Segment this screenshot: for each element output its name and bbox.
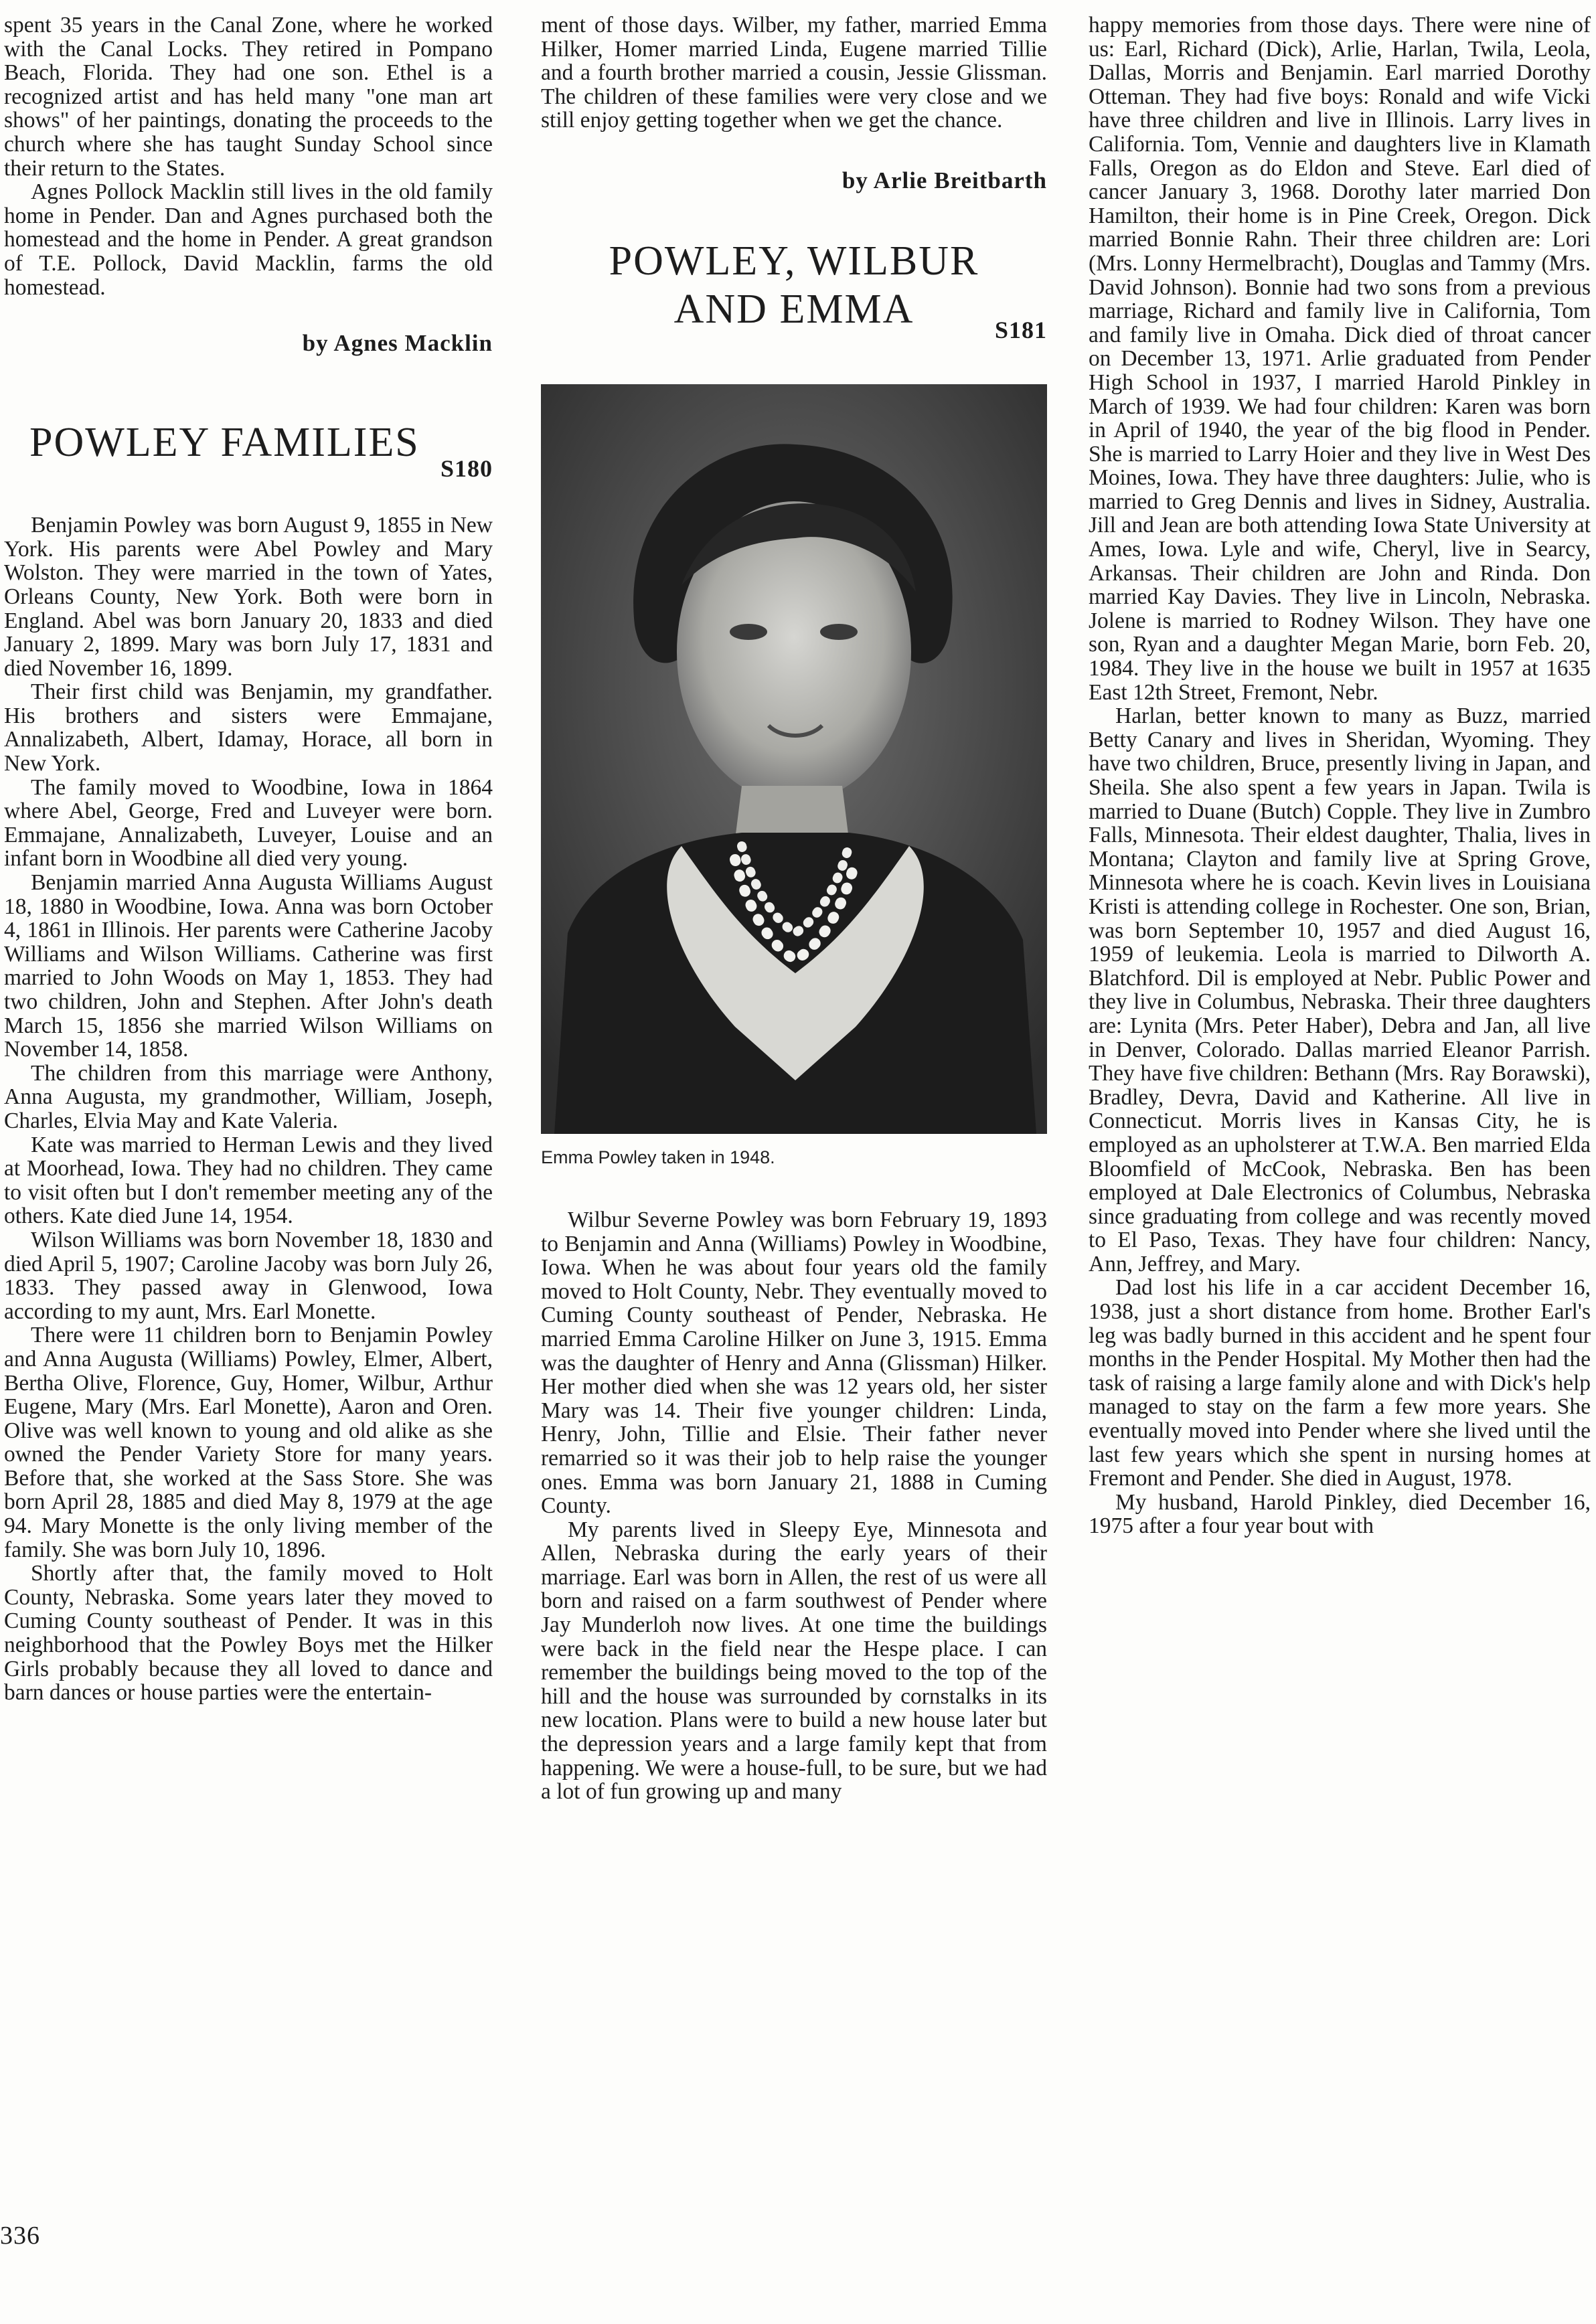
byline: by Agnes Macklin xyxy=(302,330,493,357)
portrait-photo xyxy=(541,384,1047,1134)
section-heading: POWLEY FAMILIES xyxy=(29,420,420,466)
paragraph: Wilbur Severne Powley was born February 19, 1893 to Benjamin and Anna (Williams) Powley in Woodbine, Iowa. When he was about four years old the family moved to Holt County, Nebr. They eventually moved to Cuming County southeast of Pender, Nebraska. He married Emma Caroline Hilker on June 3, 1915. Emma was the daughter of Henry and Anna (Glissman) Hilker. Her mother died when she was 12 years old, her sister Mary was 14. Their five younger children: Linda, Henry, John, Tillie and Elsie. Their father never remarried so it was their job to help raise the younger ones. Emma was born January 21, 1888 in Cuming County. xyxy=(541,1207,1047,1519)
column-1 xyxy=(4,13,493,1705)
paragraph: Agnes Pollock Macklin still lives in the old family home in Pender. Dan and Agnes purchased both the homestead and the home in Pender. A great grandson of T.E. Pollock, David Macklin, farms the old homestead. xyxy=(4,179,493,300)
paragraph: Dad lost his life in a car accident December 16, 1938, just a short distance from home. Brother Earl's leg was badly burned in this accident and he spent four months in the Pender Hospital. My Mother then had the task of raising a large family alone and with Dick's help managed to stay on the farm a few more years. She eventually moved into Pender where she lived until the last few years which she spent in nursing homes at Fremont and Pender. She died in August, 1978. xyxy=(1089,1275,1591,1491)
page-number: 336 xyxy=(0,2222,40,2250)
paragraph: Their first child was Benjamin, my grandfather. His brothers and sisters were Emmajane, Annalizabeth, Albert, Idamay, Horace, all born in New York. xyxy=(4,679,493,776)
section-code: S180 xyxy=(440,455,493,483)
paragraph: Benjamin Powley was born August 9, 1855 in New York. His parents were Abel Powley and Mary Wolston. They were married in the town of Yates, Orleans County, New York. Both were born in England. Abel was born January 20, 1833 and died January 2, 1899. Mary was born July 17, 1831 and died November 16, 1899. xyxy=(4,513,493,681)
paragraph: My husband, Harold Pinkley, died December 16, 1975 after a four year bout with xyxy=(1089,1489,1591,1539)
byline: by Arlie Breitbarth xyxy=(842,167,1047,193)
portrait-image xyxy=(541,384,1047,1134)
column-2 xyxy=(541,13,1047,1804)
paragraph: Shortly after that, the family moved to Holt County, Nebraska. Some years later they moved to Cuming County southeast of Pender. It was in this neighborhood that the Powley Boys met the Hilker Girls probably because they all loved to dance and barn dances or house parties were the entertain- xyxy=(4,1561,493,1706)
paragraph: ment of those days. Wilber, my father, married Emma Hilker, Homer married Linda, Eugene married Tillie and a fourth brother married a cousin, Jessie Glissman. The children of these families were very close and we still enjoy getting together when we get the chance. xyxy=(541,13,1047,133)
paragraph: Harlan, better known to many as Buzz, married Betty Canary and lives in Sheridan, Wyoming. They have two children, Bruce, presently living in Japan, and Sheila. She also spent a few years in Japan. Twila is married to Duane (Butch) Copple. They live in Zumbro Falls, Minnesota. Their eldest daughter, Thalia, lives in Montana; Clayton and family live at Spring Grove, Minnesota where he is coach. Kevin lives in Louisiana Kristi is attending college in Rochester. One son, Brian, was born September 10, 1957 and died August 16, 1959 of leukemia. Leola is married to Dilworth A. Blatchford. Dil is employed at Nebr. Public Power and they live in Columbus, Nebraska. Their three daughters are: Lynita (Mrs. Peter Haber), Debra and Jan, all live in Denver, Colorado. Dallas married Eleanor Parrish. They have five children: Bethann (Mrs. Ray Borawski), Bradley, Devra, David and Katherine. All live in Connecticut. Morris lives in Kansas City, he is employed as an upholsterer at T.W.A. Ben married Elda Bloomfield of McCook, Nebraska. Ben has been employed at Dale Electronics of Columbus, Nebraska since graduating from college and was recently moved to El Paso, Texas. They have four children: Nancy, Ann, Jeffrey, and Mary. xyxy=(1089,703,1591,1276)
paragraph: The family moved to Woodbine, Iowa in 1864 where Abel, George, Fred and Luveyer were born. Emmajane, Annalizabeth, Luveyer, Louise and an infant born in Woodbine all died very young. xyxy=(4,774,493,872)
paragraph: There were 11 children born to Benjamin Powley and Anna Augusta (Williams) Powley, Elmer, Albert, Bertha Olive, Florence, Guy, Homer, Wilbur, Arthur Eugene, Mary (Mrs. Earl Monette), Aaron and Oren. Olive was well known to young and old alike as she owned the Pender Variety Store for many years. Before that, she worked at the Sass Store. She was born April 28, 1885 and died May 8, 1979 at the age 94. Mary Monette is the only living member of the family. She was born July 10, 1896. xyxy=(4,1323,493,1562)
column-3 xyxy=(1089,13,1591,1538)
photo-caption: Emma Powley taken in 1948. xyxy=(541,1147,775,1167)
paragraph: The children from this marriage were Anthony, Anna Augusta, my grandmother, William, Joseph, Charles, Elvia May and Kate Valeria. xyxy=(4,1060,493,1133)
paragraph: Kate was married to Herman Lewis and they lived at Moorhead, Iowa. They had no children. They came to visit often but I don't remember meeting any of the others. Kate died June 14, 1954. xyxy=(4,1132,493,1229)
paragraph: happy memories from those days. There were nine of us: Earl, Richard (Dick), Arlie, Harlan, Twila, Leola, Dallas, Morris and Benjamin. Earl married Dorothy Otteman. They had five boys: Ronald and wife Vicki have three children and live in Illinois. Larry lives in California. Tom, Vennie and daughters live in Klamath Falls, Oregon as do Eldon and Steve. Earl died of cancer January 3, 1968. Dorothy later married Don Hamilton, their home is in Pine Creek, Oregon. Dick married Bonnie Rahn. Their three children are: Lori (Mrs. Lonny Hermelbracht), Douglas and Tammy (Mrs. David Johnson). Bonnie had two sons from a previous marriage, Richard and family live in California, Tom and family live in Omaha. Dick died of throat cancer on December 13, 1971. Arlie graduated from Pender High School in 1937, I married Harold Pinkley in March of 1939. We had four children: Karen was born in April of 1940, the year of the big flood in Pender. She is married to Larry Hoier and they live in West Des Moines, Iowa. They have three daughters: Julie, who is married to Greg Dennis and lives in Sidney, Australia. Jill and Jean are both attending Iowa State University at Ames, Iowa. Lyle and wife, Cheryl, live in Searcy, Arkansas. Their children are John and Rinda. Don married Kay Davies. They live in Lincoln, Nebraska. Jolene is married to Rodney Wilson. They have one son, Ryan and a daughter Megan Marie, born Feb. 20, 1984. They live in the house we built in 1957 at 1635 East 12th Street, Fremont, Nebr. xyxy=(1089,13,1591,705)
paragraph: spent 35 years in the Canal Zone, where he worked with the Canal Locks. They retired in Pompano Beach, Florida. They had one son. Ethel is a recognized artist and has held many "one man art shows" of her paintings, donating the proceeds to the church where she has taught Sunday School since their return to the States. xyxy=(4,13,493,181)
paragraph: My parents lived in Sleepy Eye, Minnesota and Allen, Nebraska during the early years of their marriage. Earl was born in Allen, the rest of us were all born and raised on a farm southwest of Pender where Jay Munderloh now lives. At one time the buildings were back in the field near the Hespe place. I can remember the buildings being moved to the top of the hill and the house was surrounded by cornstalks in its new location. Plans were to build a new house later but the depression years and a large family kept that from happening. We were a house-full, to be sure, but we had a lot of fun growing up and many xyxy=(541,1517,1047,1805)
paragraph: Benjamin married Anna Augusta Williams August 18, 1880 in Woodbine, Iowa. Anna was born October 4, 1861 in Illinois. Her parents were Catherine Jacoby Williams and Wilson Williams. Catherine was first married to John Woods on May 1, 1853. They had two children, John and Stephen. After John's death March 15, 1856 she married Wilson Williams on November 14, 1858. xyxy=(4,870,493,1062)
section-code: S181 xyxy=(994,316,1047,343)
paragraph: Wilson Williams was born November 18, 1830 and died April 5, 1907; Caroline Jacoby was born July 26, 1833. They passed away in Glenwood, Iowa according to my aunt, Mrs. Earl Monette. xyxy=(4,1227,493,1324)
section-heading: POWLEY, WILBUR AND EMMA xyxy=(609,238,979,332)
